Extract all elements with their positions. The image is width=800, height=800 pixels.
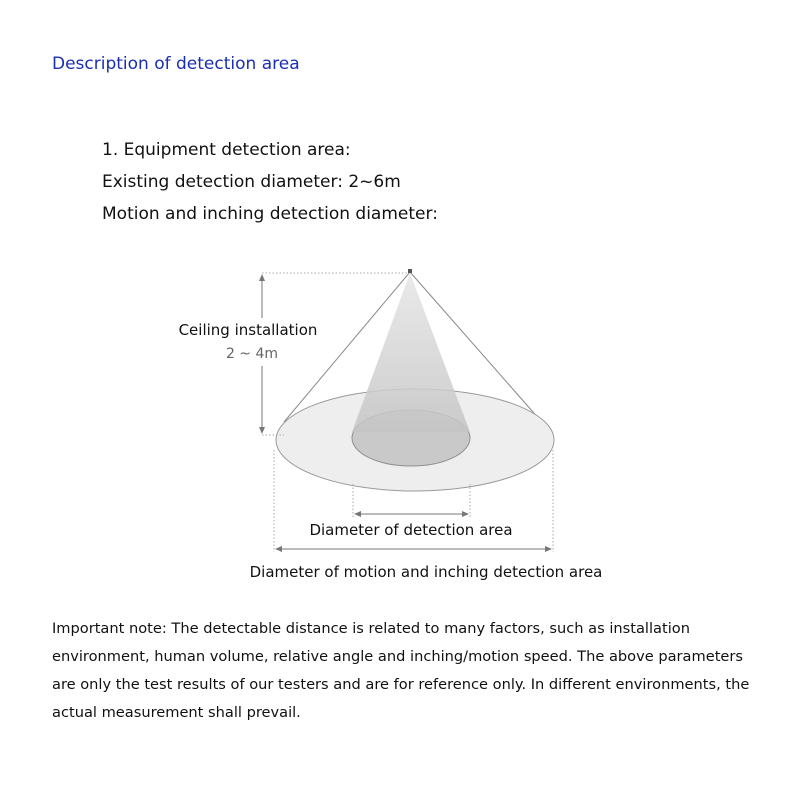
note-line: actual measurement shall prevail. [52, 704, 301, 721]
info-line-motion-diameter: Motion and inching detection diameter: [102, 204, 438, 224]
height-arrowhead-up [259, 274, 265, 281]
note-line: are only the test results of our testers and are for reference only. In different environments, the [52, 676, 750, 693]
info-line-existing-diameter: Existing detection diameter: 2~6m [102, 172, 401, 192]
height-label: Ceiling installation [178, 321, 318, 339]
page-heading: Description of detection area [52, 54, 300, 74]
outer-arrowhead-right [545, 546, 552, 552]
note-line: Important note: The detectable distance is related to many factors, such as installation [52, 620, 690, 637]
note-line: environment, human volume, relative angle and inching/motion speed. The above parameters [52, 648, 744, 665]
important-note [52, 615, 772, 727]
inner-arrowhead-left [354, 511, 361, 517]
detection-beam [352, 273, 470, 432]
inner-arrowhead-right [462, 511, 469, 517]
sensor-icon [408, 269, 412, 273]
info-line-title: 1. Equipment detection area: [102, 140, 351, 160]
outer-diameter-label: Diameter of motion and inching detection area [249, 563, 603, 581]
height-arrowhead-down [259, 427, 265, 434]
outer-arrowhead-left [275, 546, 282, 552]
inner-diameter-label: Diameter of detection area [309, 521, 513, 539]
height-value: 2 ~ 4m [225, 346, 279, 362]
